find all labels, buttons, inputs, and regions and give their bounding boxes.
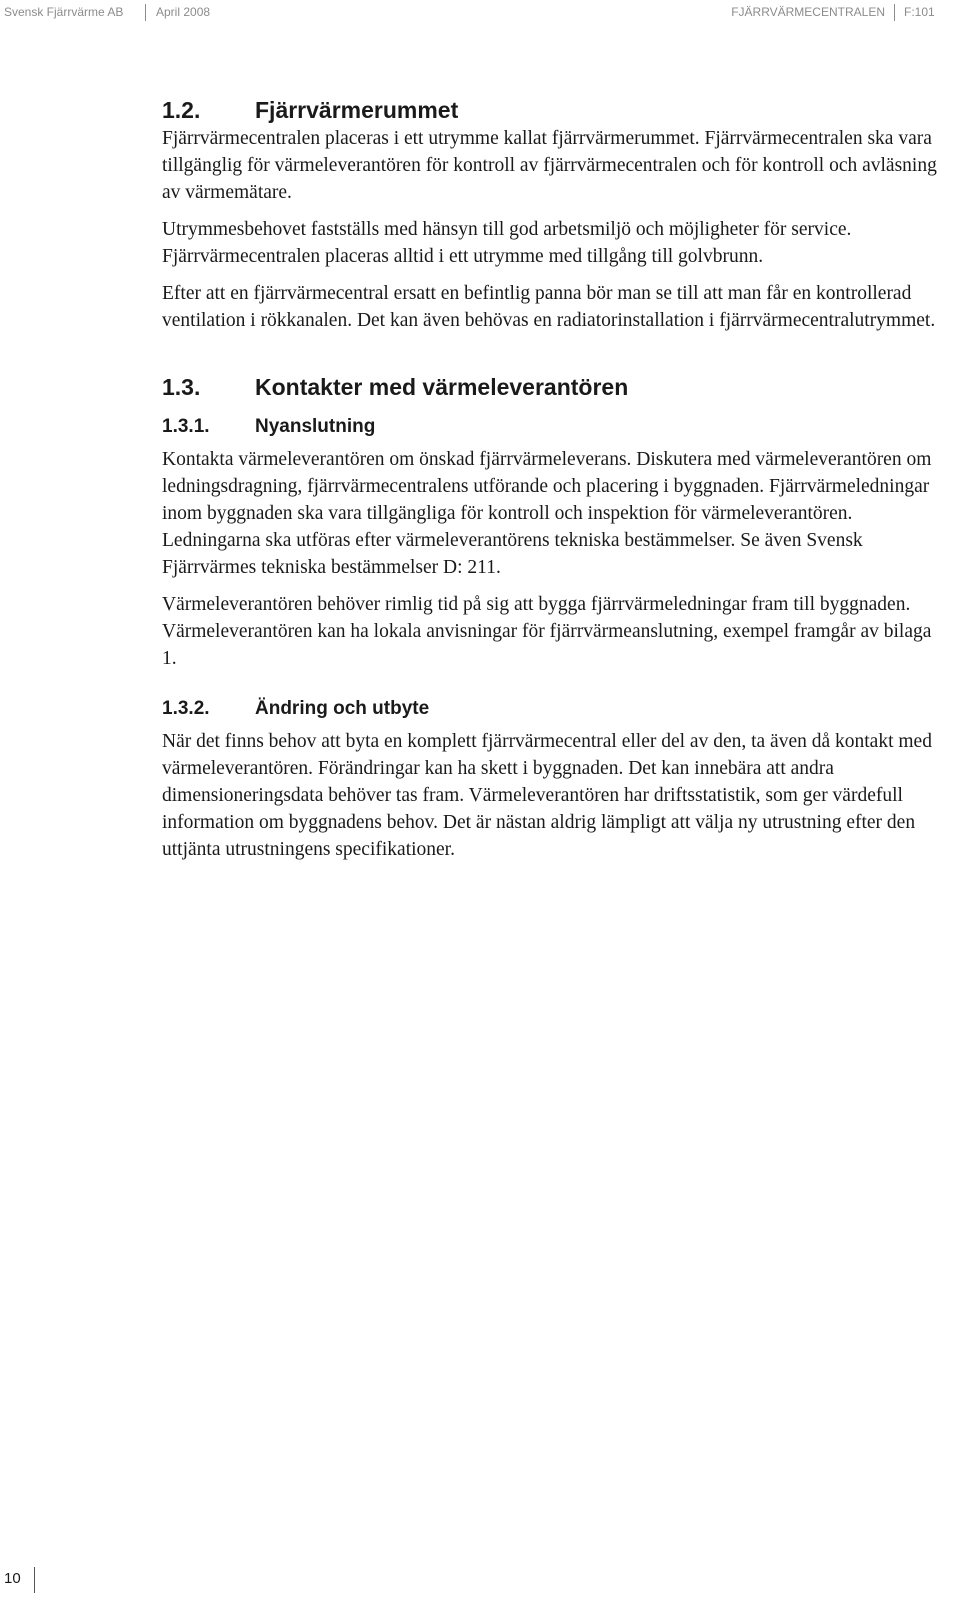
paragraph: Värmeleverantören behöver rimlig tid på sig att bygga fjärrvärmeledningar fram till byggnaden. Värmeleverantören kan ha lokala anvisningar för fjärrvärmeanslutning, exempel framgår av bilaga 1. [162, 594, 932, 669]
page-number: 10 [4, 1570, 21, 1587]
paragraph: Utrymmesbehovet fastställs med hänsyn till god arbetsmiljö och möjligheter för service. Fjärrvärmecentralen placeras alltid i ett utrymme med tillgång till golvbrunn. [162, 219, 852, 267]
section-title: Nyanslutning [255, 416, 376, 437]
paragraph: Fjärrvärmecentralen placeras i ett utrymme kallat fjärrvärmerummet. Fjärrvärmecentralen ska vara tillgänglig för värmeleverantören för kontroll av fjärrvärmecentralen och för kontroll och avläsning av värmemätare. [162, 128, 937, 203]
section-number: 1.3.2. [162, 698, 210, 719]
subsection-heading-1-3-1 [162, 414, 937, 440]
footer-divider [34, 1567, 35, 1593]
subsection-heading-1-3-2 [162, 696, 937, 722]
page-header [0, 0, 960, 28]
section-title: Fjärrvärmerummet [255, 97, 459, 123]
section-number: 1.3.1. [162, 416, 210, 437]
header-divider [894, 4, 895, 21]
section-heading-1-2 [162, 95, 937, 125]
paragraph: Kontakta värmeleverantören om önskad fjärrvärmeleverans. Diskutera med värmeleverantören om ledningsdragning, fjärrvärmecentralens utförande och placering i byggnaden. Fjärrvärmeledningar inom byggnaden ska vara tillgängliga för kontroll och inspektion för värmeleverantören. Ledningarna ska utföras efter värmeleverantörens tekniska bestämmelser. Se även Svensk Fjärrvärmes tekniska bestämmelser D: 211. [162, 449, 932, 578]
section-number: 1.2. [162, 97, 201, 123]
paragraph: Efter att en fjärrvärmecentral ersatt en befintlig panna bör man se till att man får en kontrollerad ventilation i rökkanalen. Det kan även behövas en radiatorinstallation i fjärrvärmecentralutrymmet. [162, 283, 936, 331]
header-company: Svensk Fjärrvärme AB [4, 5, 124, 19]
header-doc-title: FJÄRRVÄRMECENTRALEN [731, 5, 885, 19]
section-title: Ändring och utbyte [255, 698, 430, 719]
header-date: April 2008 [156, 5, 211, 19]
paragraph: När det finns behov att byta en komplett fjärrvärmecentral eller del av den, ta även då kontakt med värmeleverantören. Förändringar kan ha skett i byggnaden. Det kan innebära att andra dimensioneringsdata behöver tas fram. Värmeleverantören har driftsstatistik, som ger värdefull information om byggnadens behov. Det är nästan aldrig lämpligt att välja ny utrustning efter den uttjänta utrustningens specifikationer. [162, 731, 932, 860]
section-heading-1-3 [162, 372, 937, 402]
section-title: Kontakter med värmeleverantören [255, 374, 629, 400]
document-body [162, 95, 937, 873]
header-doc-code: F:101 [904, 5, 935, 19]
section-number: 1.3. [162, 374, 201, 400]
header-divider [145, 4, 146, 21]
